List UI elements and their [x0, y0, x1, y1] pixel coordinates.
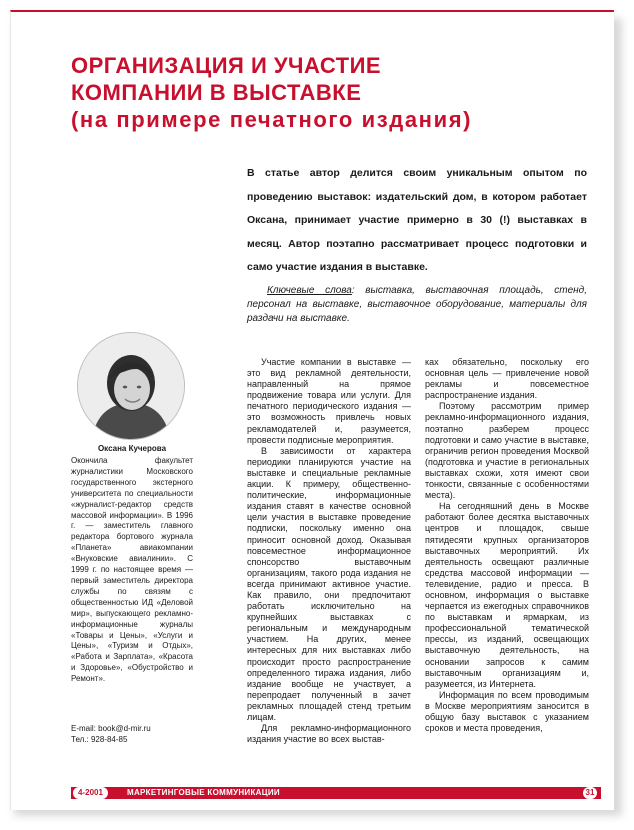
body-paragraph: Для рекламно-информационного издания участие во всех выстав- [247, 723, 411, 745]
body-column-1 [247, 357, 411, 745]
keywords-text: : выставка, выставочная площадь, стенд, персонал на выставке, выставочное оборудование, материалы для раздачи на выставке. [247, 285, 587, 324]
body-column-2 [425, 357, 589, 734]
article-lead: В статье автор делится своим уникальным опытом по проведению выставок: издательский дом, в котором работает Оксана, принимает участие примерно в 30 (!) выставках в месяц. Автор поэтапно рассматривает процесс подготовки и само участие издания в выставке. [247, 167, 587, 273]
author-contacts [71, 723, 201, 745]
body-paragraph: ках обязательно, поскольку его основная цель — привлечение новой рекламы и повсеместное распространение издания. [425, 357, 589, 401]
body-paragraph: Поэтому рассмотрим пример рекламно-информационного издания, поэтапно разберем процесс подготовки и само участие в выставке, ограничив регион проведения Москвой (подготовка и участие в региональных выставках схожи, хотя имеют свои тонкости, связанные с особенностями места). [425, 401, 589, 501]
author-photo [77, 332, 185, 440]
keywords-label: Ключевые слова [267, 285, 352, 296]
author-bio: Окончила факультет журналистики Московского государственного экстерного университета по специальности «журналист-редактор средств массовой информации». В 1996 г. — заместитель главного редактора бортового журнала «Планета» авиакомпании «Внуковские авиалинии». С 1999 г. по настоящее время — первый заместитель директора службы по связям с общественностью ИД «Деловой мир», выпускающего рекламно-информационные журналы «Товары и Цены», «Услуги и Цены», «Туризм и Отдых», «Работа и Зарплата», «Красота и Здоровье», «Обустройство и Ремонт». [71, 456, 193, 684]
author-email: E-mail: book@d-mir.ru [71, 724, 151, 733]
title-line-2: КОМПАНИИ В ВЫСТАВКЕ [71, 80, 362, 105]
article-title [71, 52, 611, 133]
body-paragraph: В зависимости от характера периодики планируются участие на выставке и специальные рекламные акции. К примеру, общественно-политические, информационные издания ставят в качестве основной цели участия в выставке проведение подписки, поскольку именно она приносит основной доход. Оказывая повсеместное информационное спонсорство выставочным организациям, такого рода издания не всегда принимают активное участие. Как правило, они предпочитают работать исключительно на крупнейших выставках с региональным и международным участием. На других, менее интересных для них выставках либо происходит просто распространение определенного тиража издания, либо издание вообще не участвует, а перепродает полученный в зачет рекламных площадей стенд третьим лицам. [247, 445, 411, 722]
section-rubric: МАРКЕТИНГОВЫЕ КОММУНИКАЦИИ [127, 788, 280, 797]
issue-badge: 4-2001 [73, 787, 108, 799]
author-portrait-illustration [78, 333, 184, 439]
author-phone: Тел.: 928-84-85 [71, 735, 128, 744]
page-number: 31 [583, 787, 597, 799]
magazine-page [10, 10, 614, 810]
body-paragraph: Информация по всем проводимым в Москве мероприятиям заносится в общую базу выставок с указанием сроков и места проведения, [425, 689, 589, 734]
article-keywords [247, 284, 587, 326]
body-paragraph: Участие компании в выставке — это вид рекламной деятельности, направленный на прямое продвижение товара или услуги. Для печатного периодического издания — это возможность привлечь новых рекламодателей и, разумеется, провести подписные мероприятия. [247, 357, 411, 445]
author-name: Оксана Кучерова [97, 444, 167, 453]
body-paragraph: На сегодняшний день в Москве работают более десятка выставочных центров и площадок, свыше пятидесяти крупных организаторов выставочных мероприятий. Их деятельность освещают различные средства массовой информации — телевидение, радио и пресса. В основном, информация о выставке черпается из ежегодных справочников по выставкам и ярмаркам, из профессиональной тематической прессы, из изданий, освещающих выставочную деятельность, на основании запросов к самим выставочным организациям и, разумеется, из Интернета. [425, 501, 589, 689]
title-subtitle: (на примере печатного издания) [71, 107, 473, 132]
title-line-1: ОРГАНИЗАЦИЯ И УЧАСТИЕ [71, 53, 382, 78]
